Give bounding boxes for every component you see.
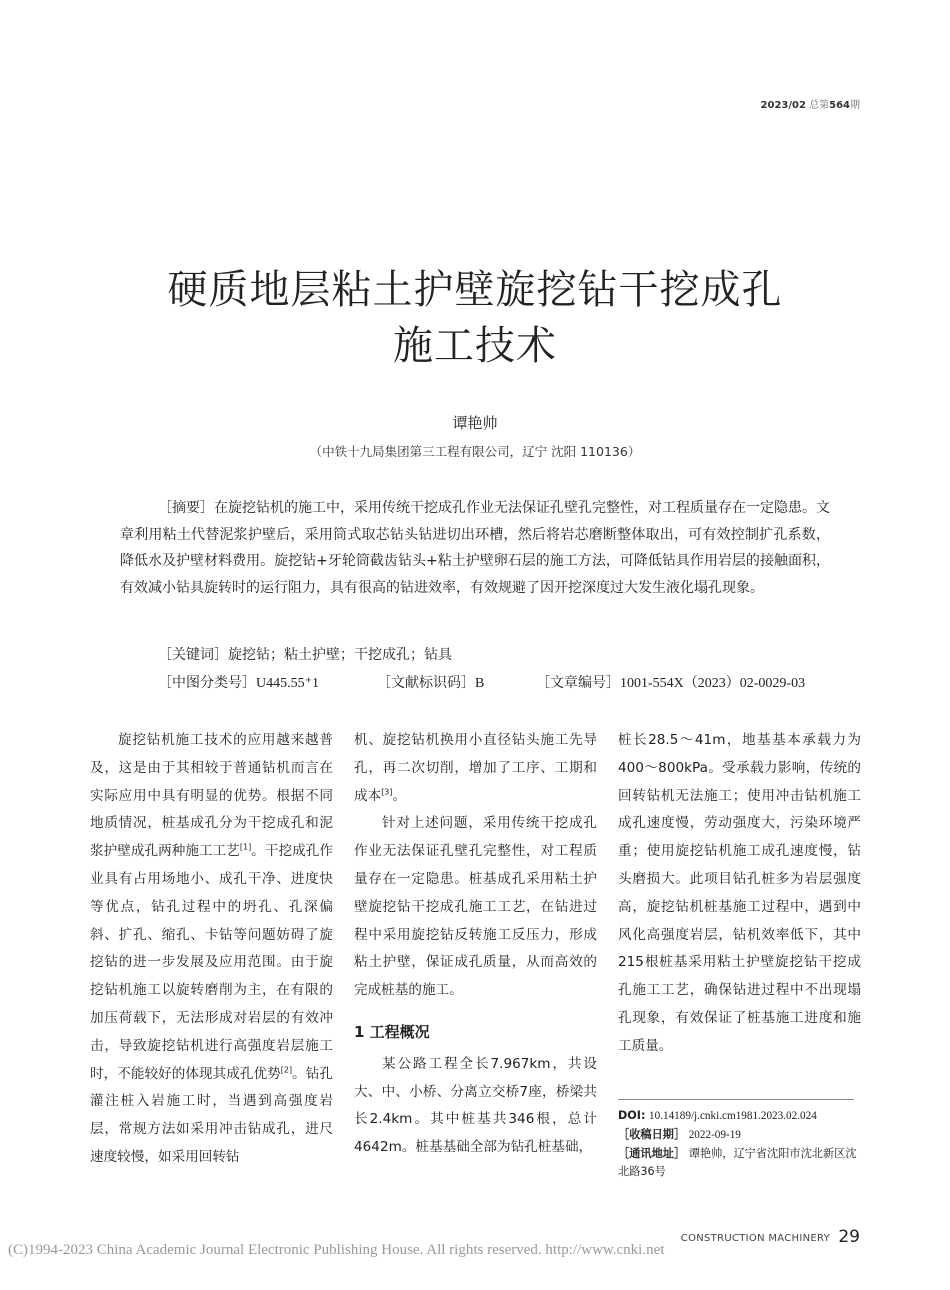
- text-run: 。: [392, 787, 407, 804]
- issue-number: 2023/02: [760, 100, 806, 111]
- article-tag: ［文章编号］: [536, 675, 620, 691]
- author: 谭艳帅: [452, 414, 498, 432]
- keywords-text: 旋挖钻；粘土护壁；干挖成孔；钻具: [228, 647, 452, 663]
- doc-value: B: [475, 676, 485, 691]
- issue-header: [761, 96, 860, 111]
- footnote-divider: [618, 1099, 854, 1100]
- keywords-tag: ［关键词］: [158, 647, 228, 663]
- correspondence-address: [618, 1145, 863, 1182]
- total-number: 564: [829, 100, 850, 111]
- received-value: 2022-09-19: [688, 1129, 741, 1141]
- paragraph: [354, 727, 597, 810]
- title-line-2: 施工技术: [393, 323, 557, 369]
- clc-value: U445.55⁺1: [256, 676, 319, 691]
- text-run: 机、旋挖钻机换用小直径钻头施工先导孔，再二次切削，增加了工序、工期和成本: [354, 732, 597, 804]
- abstract: [120, 495, 830, 601]
- article-value: 1001-554X（2023）02-0029-03: [620, 676, 806, 691]
- citation[interactable]: [2]: [280, 1065, 293, 1075]
- doc-code: [377, 670, 484, 697]
- received-tag: ［收稿日期］: [618, 1128, 686, 1141]
- cnki-copyright: (C)1994-2023 China Academic Journal Electronic Publishing House. All rights reserved. http://www.cnki.net: [8, 1242, 665, 1258]
- doi: [618, 1107, 863, 1125]
- paper-title: [0, 262, 950, 374]
- text-run: 旋挖钻机施工技术的应用越来越普及，这是由于其相较于普通钻机而言在实际应用中具有明显的优势。根据不同地质情况，桩基成孔分为干挖成孔和泥浆护壁成孔两种施工工艺: [90, 732, 333, 860]
- page-number: 29: [838, 1227, 860, 1247]
- total-label: 总第: [809, 100, 830, 111]
- text-run: 。钻孔灌注桩入岩施工时，当遇到高强度岩层，常规方法如采用冲击钻成孔，进尺速度较慢，如采用回转钻: [90, 1065, 334, 1165]
- clc-number: [158, 670, 319, 697]
- doi-value[interactable]: 10.14189/j.cnki.cm1981.2023.02.024: [649, 1110, 817, 1122]
- title-line-1: 硬质地层粘土护壁旋挖钻干挖成孔: [167, 267, 783, 313]
- section-heading: 1 工程概况: [354, 1022, 430, 1041]
- keywords: [158, 642, 452, 668]
- affiliation: （中铁十九局集团第三工程有限公司，辽宁 沈阳 110136）: [309, 444, 641, 459]
- paragraph: 桩长28.5～41m，地基基本承载力为400～800kPa。受承载力影响，传统的回转钻机无法施工；使用冲击钻机施工成孔速度慢，劳动强度大，污染环境严重；使用旋挖钻机施工成孔速度慢，钻头磨损大。此项目钻孔桩多为岩层强度高，旋挖钻机桩基施工过程中，遇到中风化高强度岩层，钻机效率低下，其中215根桩基采用粘土护壁旋挖钻干挖成孔施工工艺，确保钻进过程中不出现塌孔现象，有效保证了桩基施工进度和施工质量。: [618, 732, 861, 1054]
- citation[interactable]: [3]: [381, 787, 393, 797]
- body-column-1: [90, 727, 333, 1172]
- received-date: [618, 1126, 863, 1144]
- abstract-tag: ［摘要］: [158, 500, 214, 516]
- text-run: 。干挖成孔作业具有占用场地小、成孔干净、进度快等优点，钻孔过程中的坍孔、孔深偏斜、扩孔、缩孔、卡钻等问题妨碍了旋挖钻的进一步发展及应用范围。由于旋挖钻机施工以旋转磨削为主，在有限的加压荷载下，无法形成对岩层的有效冲击，导致旋挖钻机进行高强度岩层施工时，不能较好的体现其成孔优势: [90, 843, 334, 1082]
- abstract-text: 在旋挖钻机的施工中，采用传统干挖成孔作业无法保证孔壁孔完整性，对工程质量存在一定隐患。文章利用粘土代替泥浆护壁后，采用筒式取芯钻头钻进切出环槽，然后将岩芯磨断整体取出，可有效控制扩孔系数，降低水及护壁材料费用。旋挖钻+牙轮筒截齿钻头+粘土护壁卵石层的施工方法，可降低钻具作用岩层的接触面积，有效减小钻具旋转时的运行阻力，具有很高的钻进效率，有效规避了因开挖深度过大发生液化塌孔现象。: [120, 500, 830, 596]
- body-column-2: [354, 727, 597, 1162]
- paragraph: 某公路工程全长7.967km，共设大、中、小桥、分离立交桥7座，桥梁共长2.4km。其中桩基共346根，总计4642m。桩基基础全部为钻孔桩基础，: [354, 1055, 597, 1156]
- article-number: [536, 670, 805, 697]
- citation[interactable]: [1]: [239, 842, 252, 852]
- journal-name: CONSTRUCTION MACHINERY: [680, 1233, 830, 1244]
- paragraph: [90, 727, 333, 1172]
- address-value: 谭艳帅，辽宁省沈阳市沈北新区沈北路36号: [618, 1147, 857, 1179]
- total-suffix: 期: [850, 100, 860, 111]
- doi-tag: DOI:: [618, 1109, 646, 1122]
- doc-tag: ［文献标识码］: [377, 675, 475, 691]
- clc-tag: ［中图分类号］: [158, 675, 256, 691]
- body-column-3: [618, 727, 861, 1061]
- address-tag: ［通讯地址］: [618, 1147, 686, 1160]
- paragraph: 针对上述问题，采用传统干挖成孔作业无法保证孔壁孔完整性，对工程质量存在一定隐患。桩基成孔采用粘土护壁旋挖钻干挖成孔施工工艺，在钻进过程中采用旋挖钻反转施工反压力，形成粘土护壁，保证成孔质量，从而高效的完成桩基的施工。: [354, 815, 597, 999]
